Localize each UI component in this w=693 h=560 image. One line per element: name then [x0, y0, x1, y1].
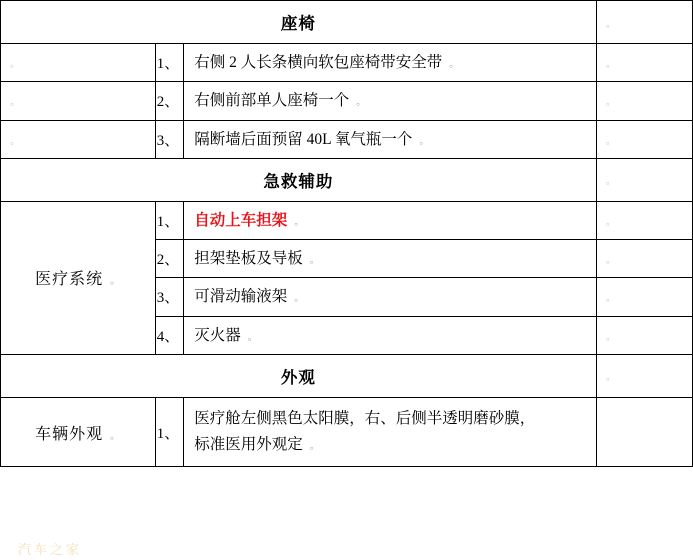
- text-mark: 。: [110, 430, 122, 442]
- text-mark: 。: [110, 276, 122, 288]
- row-number-cell: [156, 120, 184, 158]
- section-title: 急救辅助: [263, 171, 334, 191]
- row-description-line-2-text: 标准医用外观定: [194, 436, 303, 454]
- row-description-line-2: [194, 432, 586, 458]
- section-header-row: [1, 354, 693, 397]
- section-mark-cell: [596, 354, 692, 397]
- row-number-cell: [156, 316, 184, 354]
- row-description-text: 右侧前部单人座椅一个: [194, 92, 350, 110]
- row-description-cell: [184, 278, 597, 316]
- cell-mark: 。: [605, 97, 616, 109]
- row-description-text: 自动上车担架: [194, 211, 288, 229]
- row-description: [184, 278, 596, 315]
- group-label-cell: [1, 397, 156, 467]
- row-end-cell: [596, 44, 692, 82]
- cell-mark: 。: [605, 331, 616, 343]
- cell-mark: 。: [605, 135, 616, 147]
- row-description-cell: [184, 316, 597, 354]
- section-title-cell: [1, 1, 597, 44]
- row-number-cell: [156, 201, 184, 239]
- row-end-cell: [596, 316, 692, 354]
- table-row: [1, 201, 693, 239]
- row-description: [184, 398, 596, 467]
- section-title-cell: [1, 354, 597, 397]
- text-mark: 。: [309, 441, 320, 453]
- cell-mark: 。: [605, 293, 616, 305]
- row-label-cell: [1, 82, 156, 120]
- row-number: 3、: [156, 290, 180, 307]
- row-description-cell: [184, 44, 597, 82]
- text-mark: 。: [247, 331, 258, 343]
- cell-mark: 。: [605, 176, 616, 188]
- watermark: 汽车之家: [18, 542, 83, 557]
- text-mark: 。: [294, 293, 305, 305]
- row-description: [184, 121, 596, 158]
- row-description-line-1: 医疗舱左侧黑色太阳膜，右、后侧半透明磨砂膜，: [194, 409, 536, 427]
- row-description-text: 担架垫板及导板: [194, 250, 303, 267]
- row-number: 1、: [156, 56, 180, 73]
- group-label-cell: [1, 201, 156, 354]
- row-end-cell: [596, 397, 692, 467]
- row-end-cell: [596, 82, 692, 120]
- group-label: [1, 266, 155, 289]
- row-description-cell: [184, 397, 597, 467]
- row-label-cell: [1, 44, 156, 82]
- row-description-cell: [184, 201, 597, 239]
- row-description-cell: [184, 120, 597, 158]
- table-row: [1, 82, 693, 120]
- table-row: [1, 397, 693, 467]
- section-title-cell: [1, 158, 597, 201]
- section-header-row: [1, 1, 693, 44]
- cell-mark: 。: [605, 59, 616, 71]
- text-mark: 。: [419, 135, 430, 147]
- row-description-text: 右侧 2 人长条横向软包座椅带安全带: [194, 54, 443, 71]
- cell-mark: 。: [605, 18, 616, 30]
- row-number-cell: [156, 240, 184, 278]
- row-number: 2、: [156, 252, 180, 269]
- cell-mark: 。: [605, 255, 616, 267]
- section-header-row: [1, 158, 693, 201]
- row-number-cell: [156, 278, 184, 316]
- row-number: 1、: [156, 425, 180, 442]
- cell-mark: 。: [10, 59, 20, 71]
- row-end-cell: [596, 120, 692, 158]
- table-row: [1, 120, 693, 158]
- row-number-cell: [156, 397, 184, 467]
- row-end-cell: [596, 201, 692, 239]
- table-row: [1, 44, 693, 82]
- text-mark: 。: [449, 59, 460, 70]
- row-description: [184, 240, 596, 277]
- row-number-cell: [156, 44, 184, 82]
- row-description-text: 灭火器: [194, 326, 241, 344]
- row-end-cell: [596, 240, 692, 278]
- section-title: 座椅: [280, 14, 316, 33]
- row-description-cell: [184, 82, 597, 120]
- row-description-text: 隔断墙后面预留 40L 氧气瓶一个: [194, 130, 413, 148]
- row-description-text: 可滑动输液架: [194, 288, 288, 306]
- row-number: 3、: [156, 132, 180, 149]
- row-label-cell: [1, 120, 156, 158]
- section-mark-cell: [596, 1, 692, 44]
- cell-mark: 。: [10, 135, 20, 147]
- row-description-cell: [184, 240, 597, 278]
- cell-mark: 。: [10, 97, 20, 109]
- row-number: 1、: [156, 213, 180, 230]
- row-description: [184, 202, 596, 239]
- section-title: 外观: [280, 367, 316, 387]
- text-mark: 。: [294, 216, 305, 228]
- cell-mark: 。: [605, 216, 616, 228]
- row-description: [184, 317, 596, 354]
- row-number: 2、: [156, 94, 180, 111]
- group-label-text: 医疗系统: [35, 271, 104, 289]
- row-number: 4、: [156, 328, 180, 345]
- text-mark: 。: [309, 255, 320, 266]
- group-label: [1, 421, 155, 444]
- row-description: [184, 82, 596, 119]
- group-label-text: 车辆外观: [35, 425, 104, 443]
- row-description: [184, 44, 596, 81]
- row-number-cell: [156, 82, 184, 120]
- text-mark: 。: [356, 97, 367, 109]
- section-mark-cell: [596, 158, 692, 201]
- cell-mark: 。: [605, 372, 616, 384]
- row-end-cell: [596, 278, 692, 316]
